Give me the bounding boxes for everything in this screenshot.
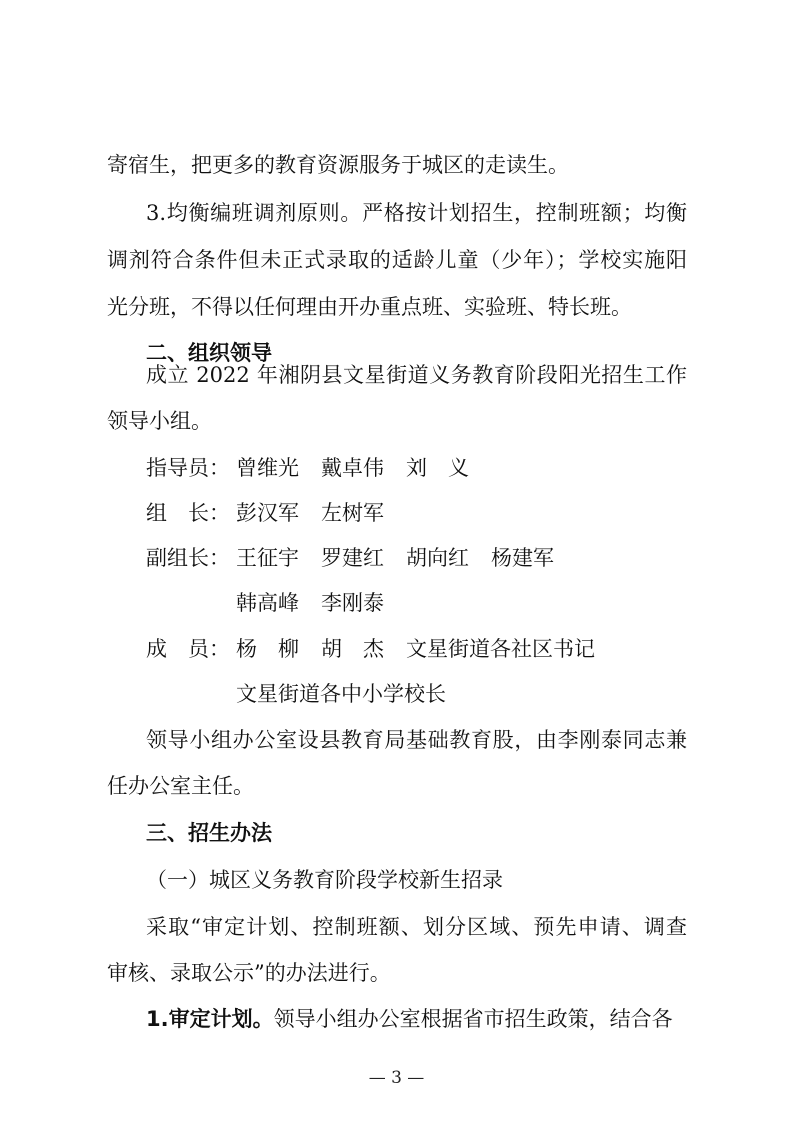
roster-leaders <box>146 500 406 526</box>
paragraph-line: 审核、录取公示”的办法进行。 <box>107 961 391 985</box>
roster-label: 指导员： <box>146 456 230 480</box>
person-name: 罗建红 <box>321 546 384 570</box>
person-name: 李刚泰 <box>321 591 384 615</box>
roster-deputies <box>146 545 576 571</box>
person-name: 胡向红 <box>406 546 469 570</box>
paragraph-text: 领导小组办公室根据省市招生政策，结合各 <box>273 1007 673 1031</box>
person-name: 韩高峰 <box>236 591 299 615</box>
section-heading-2: 二、组织领导 <box>146 341 272 365</box>
member-group: 文星街道各社区书记 <box>406 637 595 661</box>
roster-advisors <box>146 455 491 481</box>
page-number: — 3 — <box>368 1068 425 1088</box>
paragraph-line <box>146 1006 673 1032</box>
roster-deputies-cont <box>236 590 406 616</box>
paragraph-line: 寄宿生，把更多的教育资源服务于城区的走读生。 <box>107 153 569 177</box>
paragraph-line: 领导小组。 <box>107 409 212 433</box>
paragraph-line: 3.均衡编班调剂原则。严格按计划招生，控制班额；均衡 <box>146 201 687 225</box>
person-name: 刘 义 <box>406 456 469 480</box>
paragraph-line: 调剂符合条件但未正式录取的适龄儿童（少年）；学校实施阳 <box>107 248 687 272</box>
roster-members <box>146 636 617 662</box>
roster-label: 组 长： <box>146 501 230 525</box>
person-name: 杨 柳 <box>236 637 299 661</box>
person-name: 王征宇 <box>236 546 299 570</box>
subsection-heading: （一）城区义务教育阶段学校新生招录 <box>146 868 503 892</box>
paragraph-line: 采取“审定计划、控制班额、划分区域、预先申请、调查 <box>146 915 687 939</box>
person-name: 杨建军 <box>491 546 554 570</box>
roster-label: 副组长： <box>146 546 230 570</box>
paragraph-line: 光分班，不得以任何理由开办重点班、实验班、特长班。 <box>107 295 632 319</box>
member-group: 文星街道各中小学校长 <box>236 682 446 706</box>
paragraph-line: 任办公室主任。 <box>107 774 254 798</box>
paragraph-line: 成立 2022 年湘阴县文星街道义务教育阶段阳光招生工作 <box>146 363 687 387</box>
bold-lead: 1.审定计划。 <box>146 1007 274 1031</box>
person-name: 曾维光 <box>236 456 299 480</box>
roster-label: 成 员： <box>146 637 230 661</box>
person-name: 戴卓伟 <box>321 456 384 480</box>
person-name: 左树军 <box>321 501 384 525</box>
section-heading-3: 三、招生办法 <box>146 821 272 845</box>
person-name: 胡 杰 <box>321 637 384 661</box>
person-name: 彭汉军 <box>236 501 299 525</box>
paragraph-line: 领导小组办公室设县教育局基础教育股，由李刚泰同志兼 <box>146 728 687 752</box>
